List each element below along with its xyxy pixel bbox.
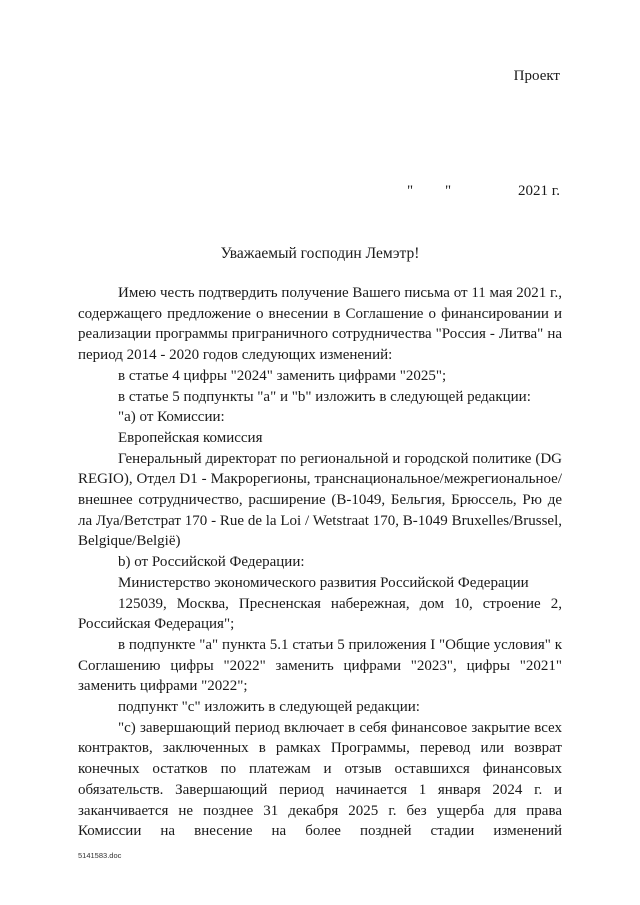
paragraph-from-commission: "а) от Комиссии: (118, 409, 225, 426)
paragraph-subpoint-c: подпункт "с" изложить в следующей редакции: (118, 699, 420, 716)
paragraph-article5: в статье 5 подпункты "а" и "b" изложить в следующей редакции: (118, 388, 531, 405)
greeting: Уважаемый господин Лемэтр! (220, 245, 420, 262)
paragraph-article4: в статье 4 цифры "2024" заменить цифрами "2025"; (118, 367, 447, 384)
letter-body (78, 283, 562, 842)
date-quote-close: " (445, 183, 452, 199)
paragraph-european-commission: Европейская комиссия (118, 429, 263, 446)
paragraph-address: 125039, Москва, Пресненская набережная, дом 10, строение 2, Российская Федерация"; (78, 595, 562, 633)
paragraph-annex: в подпункте "а" пункта 5.1 статьи 5 приложения I "Общие условия" к Соглашению цифры "2022" заменить цифрами "2023", цифры "2021" заменить цифрами "2022"; (78, 636, 562, 695)
footer-file-label: 5141583.doc (78, 851, 122, 860)
date-year: 2021 г. (518, 183, 560, 199)
paragraph-dg-regio: Генеральный директорат по региональной и городской политике (DG REGIO), Отдел D1 - Макрорегионы, транснациональное/межрегиональное/ внешнее сотрудничество, расширение (B-1049, Бельгия, Брюссель, Рю де ла Луа/Ветстрат 170 - Rue de la Loi / Wetstraat 170, B-1049 Bruxelles/Brussel, Belgique/België) (78, 450, 562, 550)
paragraph-from-russia: b) от Российской Федерации: (118, 554, 305, 571)
draft-label: Проект (513, 68, 560, 84)
paragraph-intro: Имею честь подтвердить получение Вашего письма от 11 мая 2021 г., содержащего предложение о внесении в Соглашение о финансировании и реализации программы приграничного сотрудничества "Россия - Литва" на период 2014 - 2020 годов следующих изменений: (78, 285, 562, 364)
date-quote-open: " (407, 183, 414, 199)
paragraph-ministry: Министерство экономического развития Российской Федерации (118, 574, 529, 591)
paragraph-final-period: "с) завершающий период включает в себя финансовое закрытие всех контрактов, заключенных в рамках Программы, перевод или возврат конечных остатков по платежам и отзыв оставшихся финансовых обязательств. Завершающий период начинается 1 января 2024 г. и заканчивается не позднее 31 декабря 2025 г. без ущерба для права Комиссии на внесение на более поздней стадии изменений (78, 719, 562, 840)
